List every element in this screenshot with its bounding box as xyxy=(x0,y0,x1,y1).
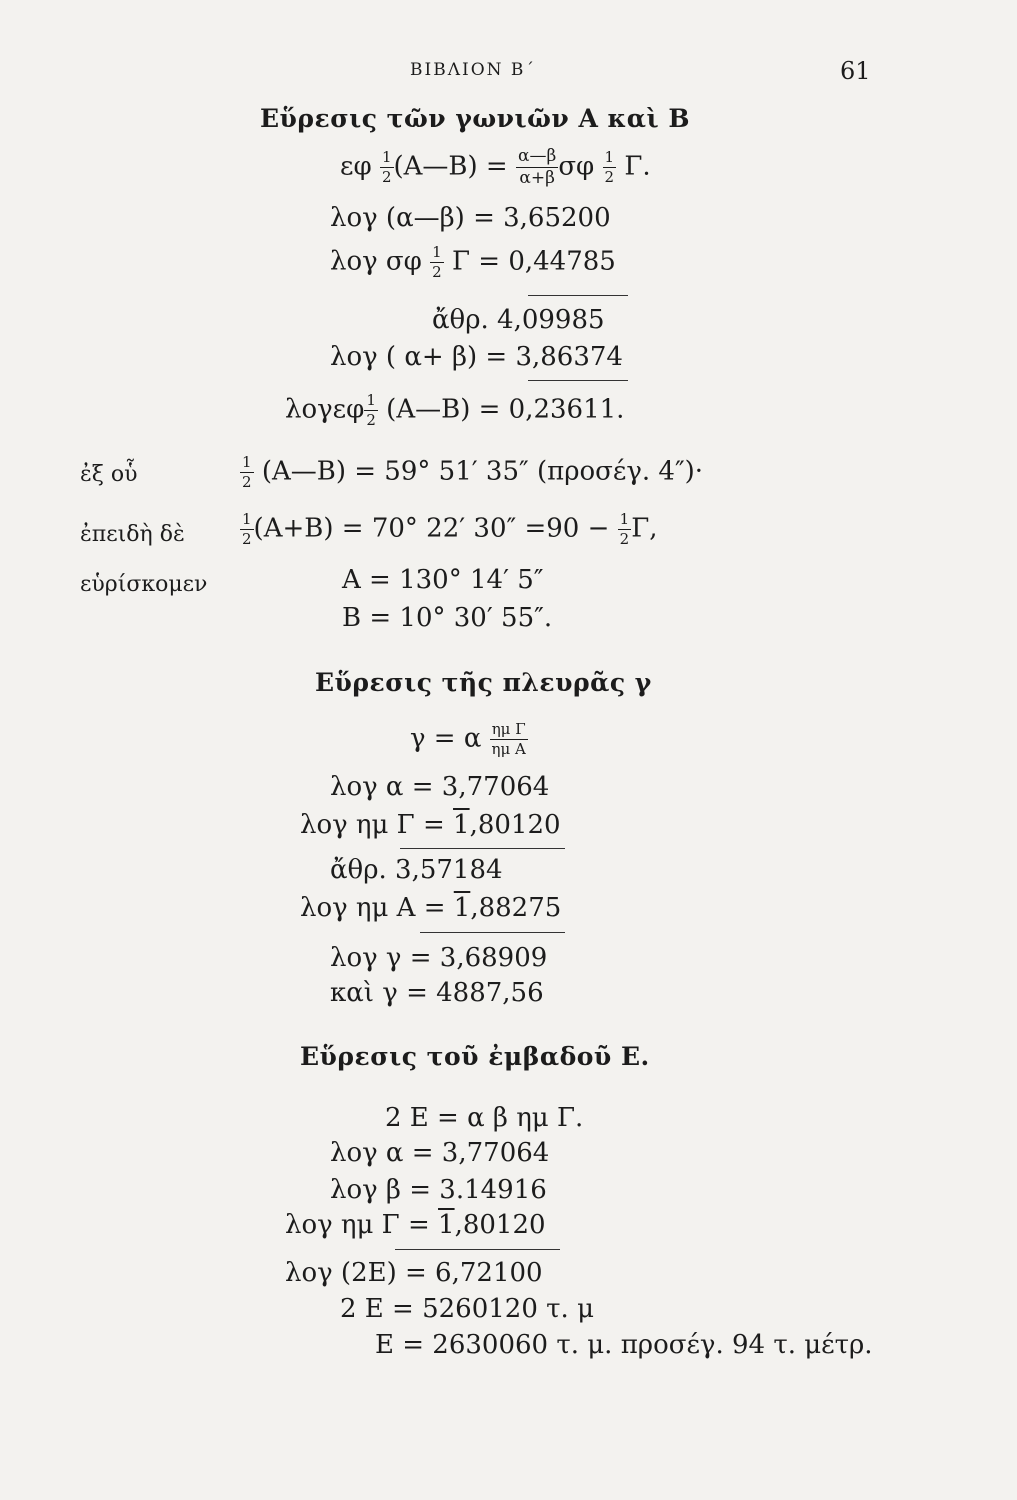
sum-rule xyxy=(420,932,565,933)
angle-line: $\frac{1}{2}$ (Α—Β) = 59° 51′ 35″ (προσέγ. 4″)· xyxy=(242,453,704,491)
section2-formula: γ = α $\frac{\text{ημ Γ}}{\text{ημ Α}}$ xyxy=(410,720,526,758)
log-line: λογεφ $\frac{1}{2}$ (Α—Β) = 0,23611. xyxy=(285,391,625,429)
log-line: λογ α = 3,77064 xyxy=(330,1138,550,1168)
result-line: Ε = 2630060 τ. μ. προσέγ. 94 τ. μέτρ. xyxy=(375,1330,873,1360)
log-line: λογ ( α+ β) = 3,86374 xyxy=(330,342,623,372)
side-label: ἐπειδὴ δὲ xyxy=(80,522,185,547)
log-line: λογ ημ Γ = 1,80120 xyxy=(285,1210,546,1240)
section3-heading: Εὕρεσις τοῦ ἐμβαδοῦ Ε. xyxy=(300,1042,650,1071)
log-line: λογ β = 3.14916 xyxy=(330,1175,547,1205)
log-line: λογ σφ $\frac{1}{2}$ Γ = 0,44785 xyxy=(330,243,616,281)
sum-rule xyxy=(528,295,628,296)
section1-heading: Εὕρεσις τῶν γωνιῶν Α καὶ Β xyxy=(260,104,690,133)
result-line: 2 Ε = 5260120 τ. μ xyxy=(340,1294,594,1324)
section1-formula: εφ $\frac{1}{2}$ (Α—Β) = $\frac{\alpha—\beta}{\alpha+\beta}$ σφ $\frac{1}{2}$ Γ. xyxy=(340,146,651,188)
result-line: καὶ γ = 4887,56 xyxy=(330,978,544,1008)
side-label: εὑρίσκομεν xyxy=(80,572,208,597)
sum-rule xyxy=(528,380,628,381)
section2-heading: Εὕρεσις τῆς πλευρᾶς γ xyxy=(315,668,652,697)
angle-line: Β = 10° 30′ 55″. xyxy=(342,603,553,633)
side-label: ἐξ οὗ xyxy=(80,462,138,487)
log-line: λογ γ = 3,68909 xyxy=(330,943,548,973)
sum-rule xyxy=(400,848,565,849)
log-line: λογ ημ Γ = 1,80120 xyxy=(300,810,561,840)
formula-line: 2 Ε = α β ημ Γ. xyxy=(385,1103,584,1133)
sum-rule xyxy=(395,1249,560,1250)
log-line: λογ (2Ε) = 6,72100 xyxy=(285,1258,543,1288)
log-line: λογ ημ Α = 1,88275 xyxy=(300,893,562,923)
page-number: 61 xyxy=(840,57,871,85)
log-line: λογ α = 3,77064 xyxy=(330,772,550,802)
angle-line: Α = 130° 14′ 5″ xyxy=(342,565,544,595)
angle-line: $\frac{1}{2}$ (Α+Β) = 70° 22′ 30″ =90 − $\frac{1}{2}$ Γ, xyxy=(242,510,658,548)
log-line: λογ (α—β) = 3,65200 xyxy=(330,203,611,233)
sum-line: ἄθρ. 3,57184 xyxy=(330,855,503,885)
running-header: ΒΙΒΛΙΟΝ Β΄ xyxy=(410,60,536,80)
sum-line: ἄθρ. 4,09985 xyxy=(432,305,605,335)
